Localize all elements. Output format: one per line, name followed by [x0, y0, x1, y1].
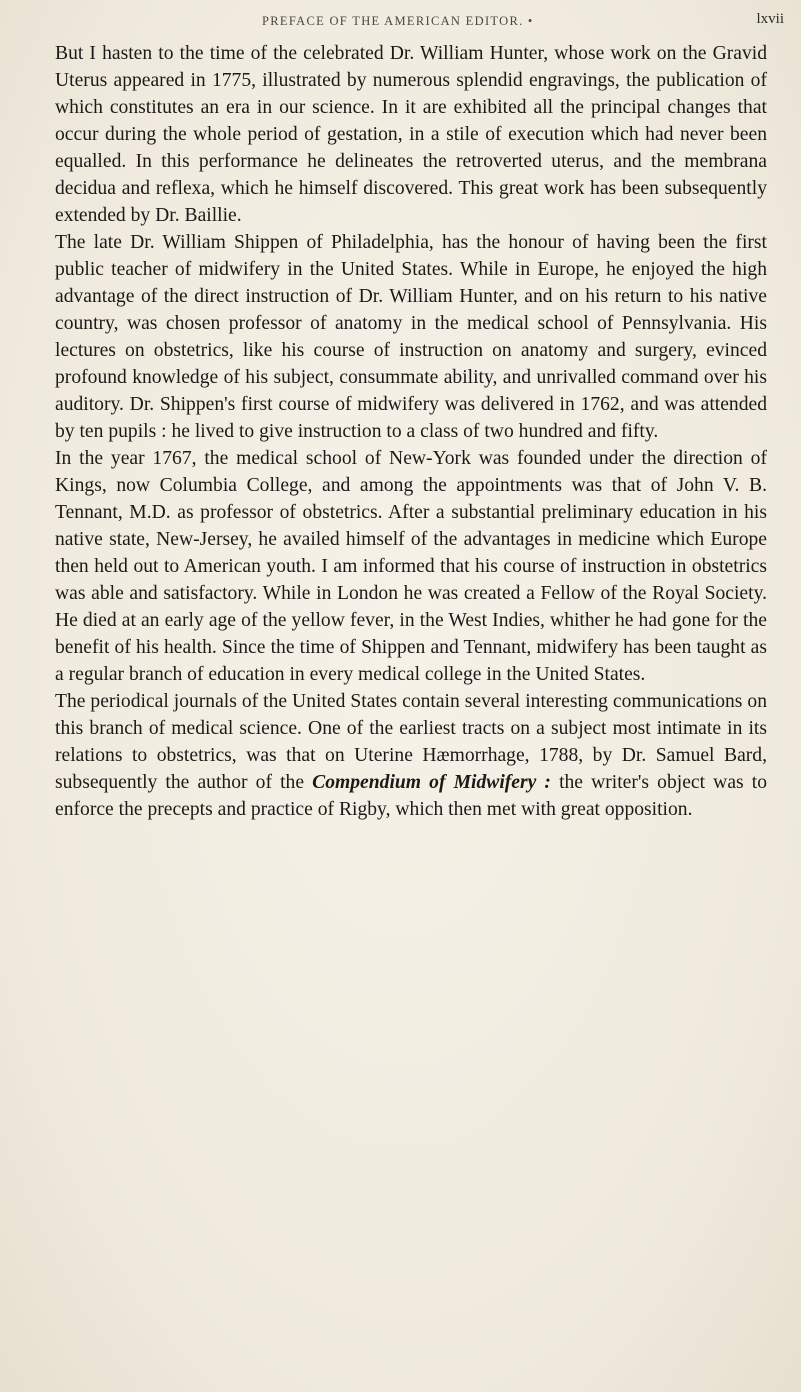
- page-header: [262, 10, 792, 34]
- paragraph-hunter: But I hasten to the time of the celebrated Dr. William Hunter, whose work on the Gravid Uterus appeared in 1775, illustrated by numerous splendid engravings, the publication of which constitutes an era in our science. In it are exhibited all the principal changes that occur during the whole period of gestation, in a stile of execution which had never been equalled. In this performance he delineates the retroverted uterus, and the membrana decidua and reflexa, which he himself discovered. This great work has been subsequently extended by Dr. Baillie.: [55, 43, 767, 226]
- page-number: lxvii: [756, 11, 784, 27]
- running-head: PREFACE OF THE AMERICAN EDITOR. •: [262, 14, 534, 28]
- paragraph-journals-end: the writer's object was to enforce the precepts and practice of Rigby, which then met with great opposition.: [55, 772, 767, 820]
- body-text: [55, 40, 767, 823]
- book-title-compendium: Compendium of Midwifery :: [312, 772, 551, 793]
- paragraph-journals: [55, 688, 767, 823]
- paragraph-shippen: The late Dr. William Shippen of Philadelphia, has the honour of having been the first public teacher of midwifery in the United States. While in Europe, he enjoyed the high advantage of the direct instruction of Dr. William Hunter, and on his return to his native country, was chosen professor of anatomy in the medical school of Pennsylvania. His lectures on obstetrics, like his course of instruction on anatomy and surgery, evinced profound knowledge of his subject, consummate ability, and unrivalled command over his auditory. Dr. Shippen's first course of midwifery was delivered in 1762, and was attended by ten pupils : he lived to give instruction to a class of two hundred and fifty.: [55, 232, 767, 442]
- paragraph-tennant: In the year 1767, the medical school of New-York was founded under the direction of Kings, now Columbia College, and among the appointments was that of John V. B. Tennant, M.D. as professor of obstetrics. After a substantial preliminary education in his native state, New-Jersey, he availed himself of the advantages in medicine which Europe then held out to American youth. I am informed that his course of instruction in obstetrics was able and satisfactory. While in London he was created a Fellow of the Royal Society. He died at an early age of the yellow fever, in the West Indies, whither he had gone for the benefit of his health. Since the time of Shippen and Tennant, midwifery has been taught as a regular branch of education in every medical college in the United States.: [55, 448, 767, 685]
- paragraph-journals-start: The periodical journals of the United States contain several interesting communications on this branch of medical science. One of the earliest tracts on a subject most intimate in its relations to obstetrics, was that on Uterine Hæmorrhage, 1788, by Dr. Samuel Bard, subsequently the author of the: [55, 691, 767, 793]
